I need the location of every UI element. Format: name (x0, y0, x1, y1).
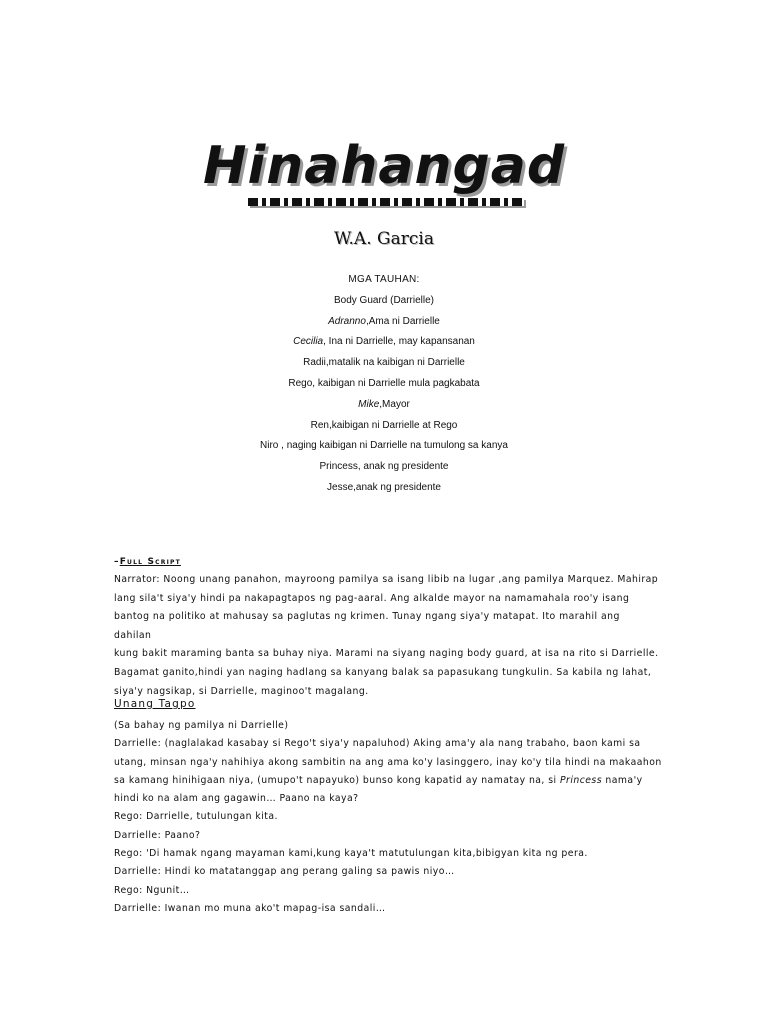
dialog-line: Darrielle: (naglalakad kasabay si Rego't siya'y napaluhod) Aking ama'y ala nang trabaho, baon kami sa (114, 738, 641, 750)
dialog-line: Rego: Ngunit… (114, 884, 190, 896)
paragraph-line: Bagamat ganito,hindi yan naging hadlang sa kanyang balak sa papasukang tungkulin. Sa kabila ng lahat, (114, 666, 652, 678)
cast-member-name: Mike (358, 398, 380, 410)
cast-member-desc: , kaibigan ni Darrielle mula pagkabata (312, 377, 480, 389)
dialog-line (114, 772, 659, 790)
narrator-paragraph (114, 571, 659, 701)
cast-member (0, 316, 768, 337)
dialog-line: (Sa bahay ng pamilya ni Darrielle) (114, 720, 289, 731)
cast-member-name: Niro (260, 440, 279, 452)
cast-member (0, 399, 768, 420)
cast-member (0, 357, 768, 378)
cast-member-desc: ,Ama ni Darrielle (365, 315, 440, 327)
cast-member-desc: ,matalik na kaibigan ni Darrielle (325, 357, 465, 369)
cast-member (0, 440, 768, 461)
full-script-label (114, 557, 181, 567)
title-decorative-underline (248, 198, 524, 206)
cast-member-name: Cecilia (293, 336, 324, 348)
cast-member-desc: , anak ng presidente (357, 461, 449, 473)
cast-member (0, 420, 768, 441)
scene-title: Unang Tagpo (114, 698, 196, 710)
cast-member-name: Ren (310, 419, 329, 431)
cast-member-name: Princess (319, 461, 358, 473)
cast-member-name: Rego (288, 377, 313, 389)
cast-member-desc: , naging kaibigan ni Darrielle na tumulong sa kanya (278, 440, 508, 452)
dialog-line: Darrielle: Hindi ko matatanggap ang perang galing sa pawis niyo… (114, 866, 455, 878)
cast-member (0, 461, 768, 482)
cast-member-desc: ,anak ng presidente (353, 481, 441, 493)
dialog-line: hindi ko na alam ang gagawin… Paano na kaya? (114, 793, 359, 805)
cast-heading: MGA TAUHAN: (348, 274, 420, 285)
dialog-line: utang, minsan nga'y nahihiya akong sambitin na ang ama ko'y lasinggero, inay ko'y tila hindi na makaahon (114, 756, 662, 768)
cast-member-name: Adranno (328, 315, 366, 327)
paragraph-line: siya'y nagsikap, si Darrielle, maginoo't magalang. (114, 685, 369, 697)
dialog-line-tail: nama'y (602, 774, 643, 786)
dialog-line: Rego: 'Di hamak ngang mayaman kami,kung kaya't matutulungan kita,bibigyan kita ng pera. (114, 848, 588, 860)
dialog-line: Darrielle: Paano? (114, 829, 201, 841)
cast-member (0, 295, 768, 316)
full-script-prefix: – (114, 557, 120, 567)
document-title: Hinahangad (202, 136, 566, 196)
cast-member-desc: ,kaibigan ni Darrielle at Rego (328, 419, 458, 431)
cast-member-desc: ,Mayor (379, 398, 410, 410)
cast-list (0, 274, 768, 503)
scene-dialog (114, 717, 662, 918)
cast-member (0, 336, 768, 357)
cast-member-name: Body Guard (Darrielle) (333, 294, 435, 306)
cast-member-name: Jesse (327, 481, 354, 493)
paragraph-line: kung bakit maraming banta sa buhay niya. Marami na siyang naging body guard, at isa na rito si Darrielle. (114, 648, 659, 660)
dialog-inline-italic: Princess (559, 774, 603, 786)
paragraph-line: lang sila't siya'y hindi pa nakapagtapos ng pag-aaral. Ang alkalde mayor na namamahala roo'y isang (114, 592, 630, 604)
cast-member-name: Radii (303, 357, 326, 369)
full-script-text: Full Script (119, 557, 181, 567)
cast-member (0, 482, 768, 503)
dialog-line: Rego: Darrielle, tutulungan kita. (114, 811, 278, 823)
author-name: W.A. Garcia (334, 229, 434, 249)
paragraph-line: Narrator: Noong unang panahon, mayroong pamilya sa isang libib na lugar ,ang pamilya Marquez. Mahirap (114, 574, 659, 585)
dialog-line: Darrielle: Iwanan mo muna ako't mapag-isa sandali… (114, 902, 386, 914)
cast-member-desc: , Ina ni Darrielle, may kapansanan (323, 336, 475, 348)
dialog-line-head: sa kamang hinihigaan niya, (umupo't napayuko) bunso kong kapatid ay namatay na, si (114, 774, 560, 786)
paragraph-line: bantog na politiko at mahusay sa paglutas ng krimen. Tunay ngang siya'y matapat. Ito marahil ang dahilan (114, 611, 620, 641)
cast-member (0, 378, 768, 399)
